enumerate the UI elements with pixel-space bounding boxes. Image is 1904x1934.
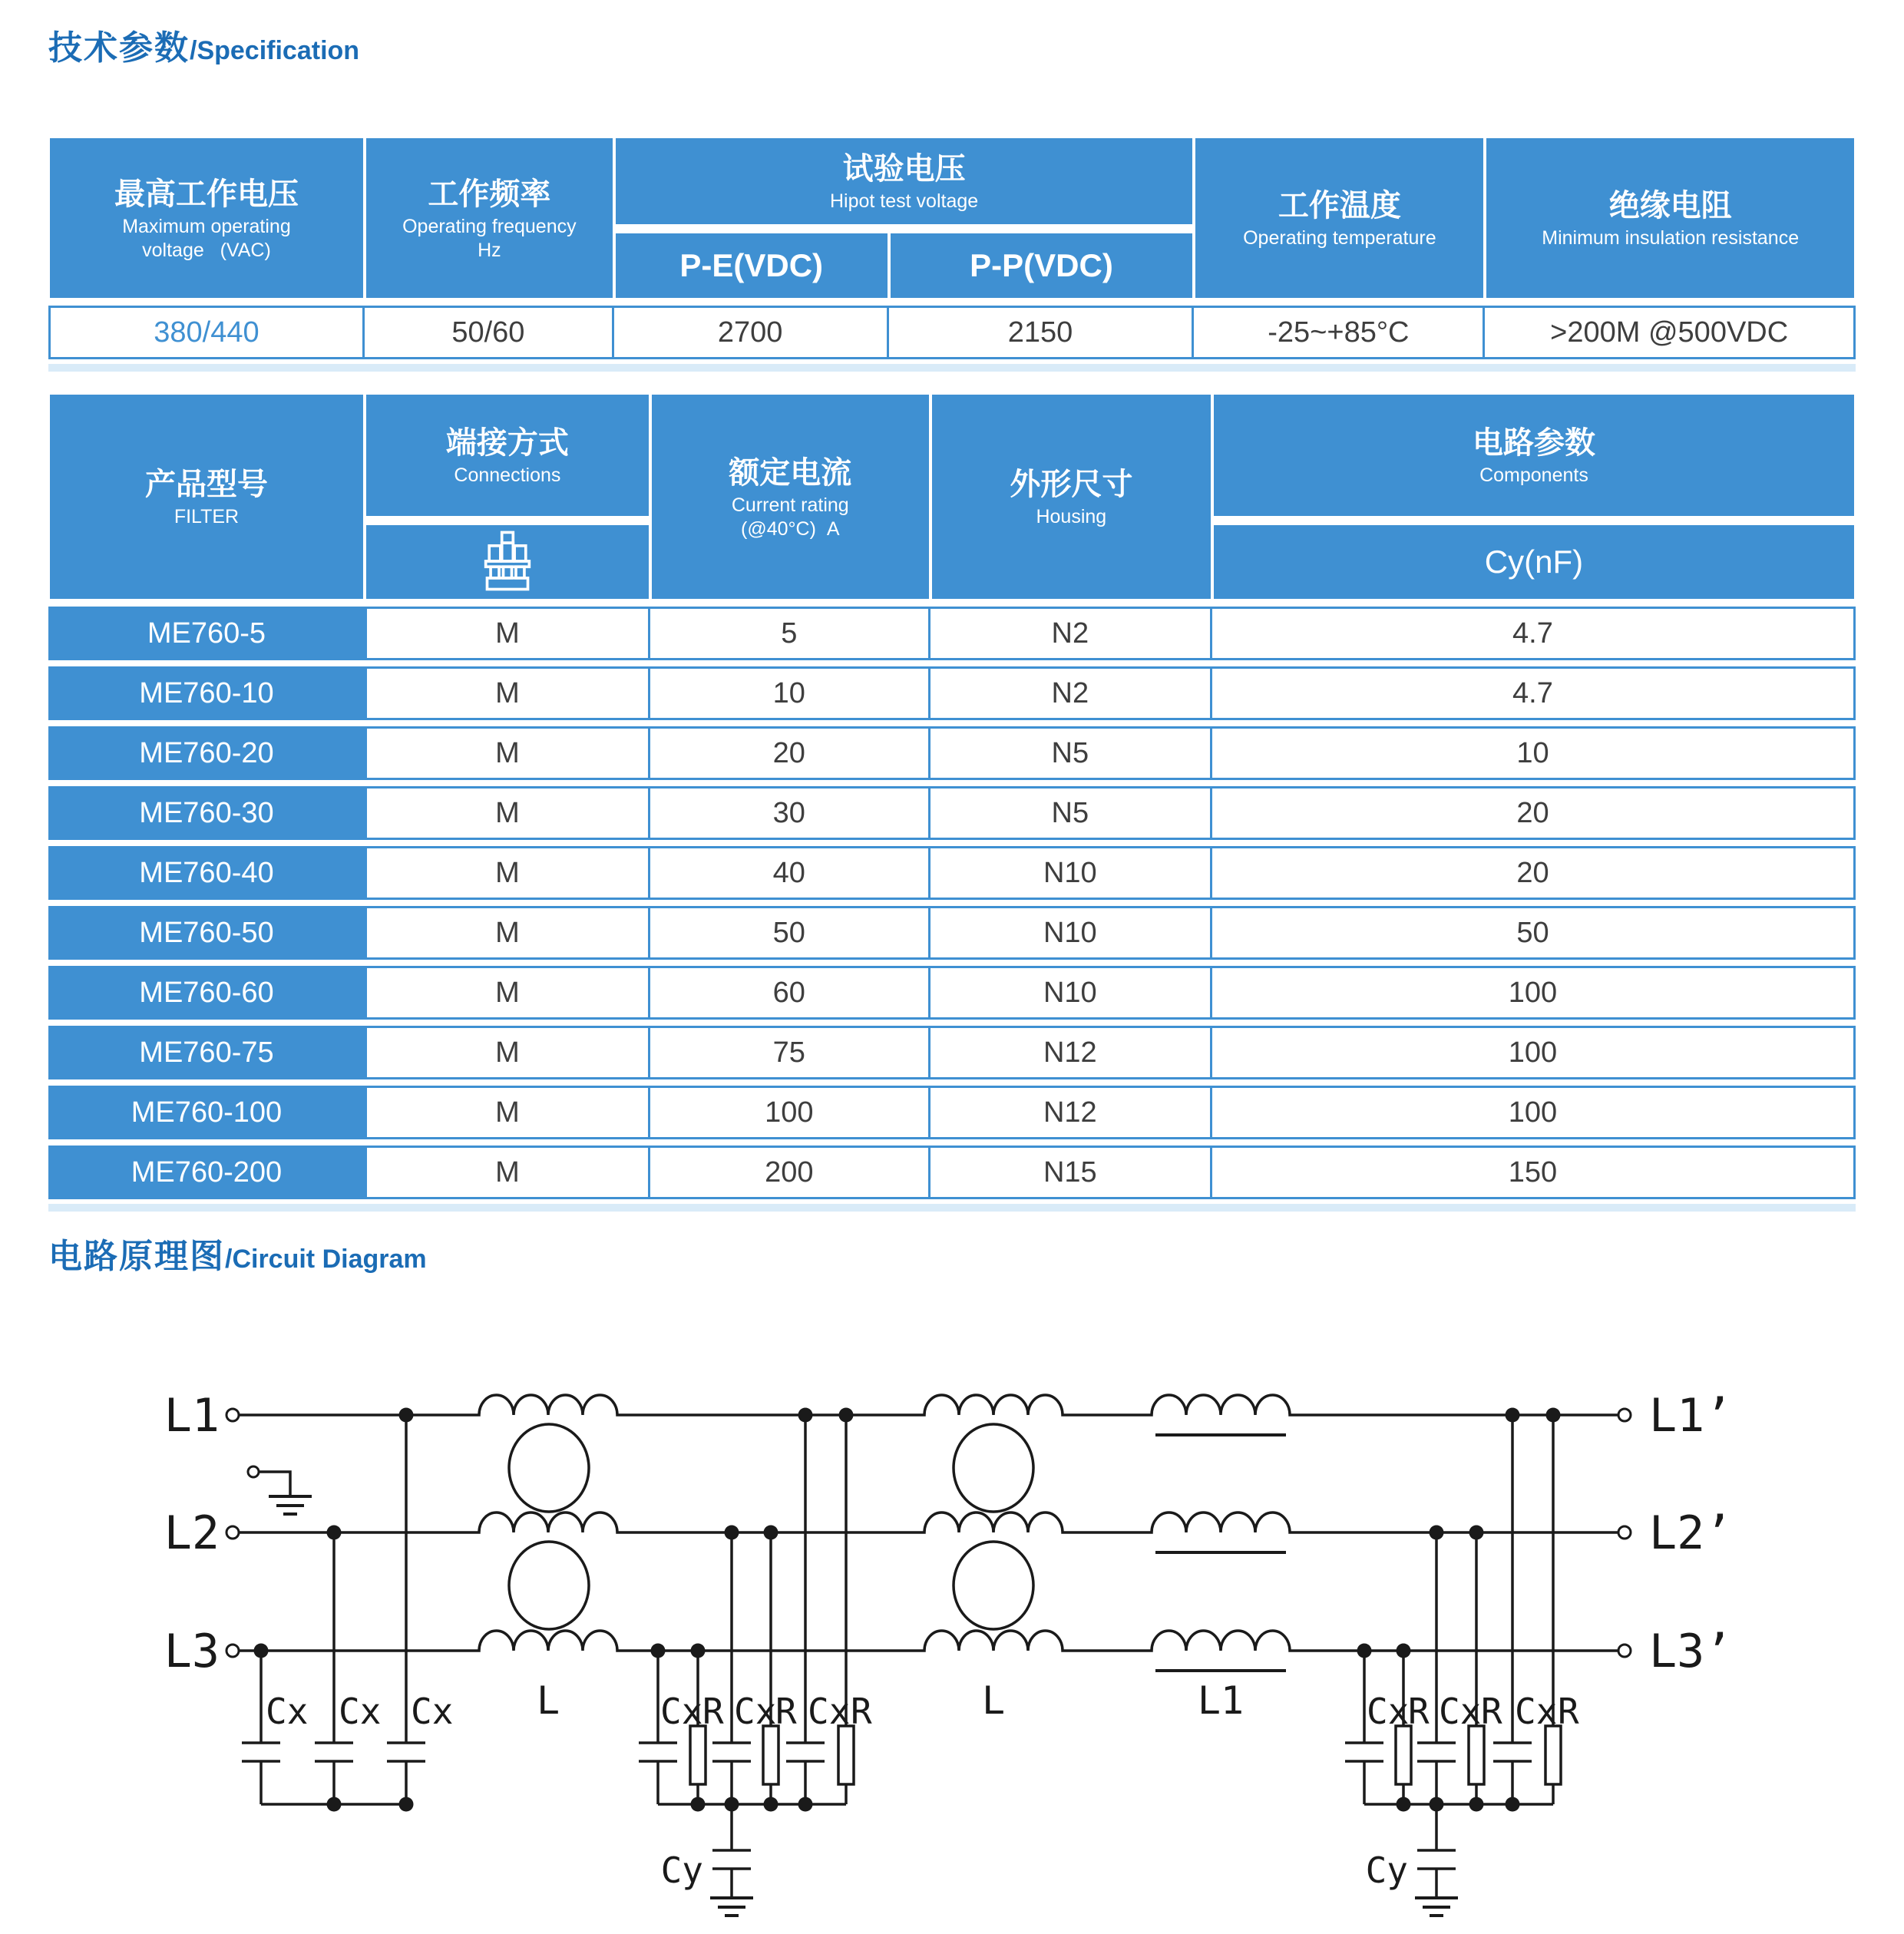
capacitor [315,1532,353,1804]
header-housing [931,393,1212,600]
header-components [1212,393,1856,517]
cell-cy: 4.7 [1212,666,1856,720]
header-housing-zh: 外形尺寸 [1010,468,1133,502]
cell-housing: N10 [931,906,1212,960]
cell-cy: 20 [1212,786,1856,840]
choke-core [509,1542,589,1629]
table-row [48,1026,1856,1079]
capacitor-label: Cx [1439,1691,1482,1732]
header-frequency-zh: 工作频率 [428,177,551,211]
terminal-l1 [226,1409,239,1421]
value-pp-vdc: 2150 [889,306,1195,359]
cell-connection: M [365,666,650,720]
cell-cy: 100 [1212,1026,1856,1079]
header-insulation-en: Minimum insulation resistance [1542,227,1800,250]
series-inductors [1155,1435,1286,1723]
cell-model: ME760-30 [48,786,365,840]
section-title-zh: 电路原理图 [48,1238,225,1275]
header-current-zh: 额定电流 [729,455,852,490]
header-insulation [1485,137,1856,299]
ground-icon [710,1898,753,1916]
capacitor [712,1532,751,1804]
header-hipot-en: Hipot test voltage [830,190,979,213]
header-model-zh: 产品型号 [144,468,268,502]
cell-current: 30 [650,786,931,840]
capacitor [1493,1415,1532,1804]
capacitor [1417,1532,1456,1804]
phase-l3-line [239,1631,1618,1651]
choke-core [954,1542,1033,1629]
ground-terminal-circle [248,1466,259,1477]
resistor-label: R [775,1691,797,1732]
cell-housing: N15 [931,1146,1212,1199]
circuit-diagram [0,1305,1904,1934]
choke-core [509,1424,589,1512]
terminal-icon [483,528,532,593]
resistor [838,1726,854,1784]
phase-output-label: L3’ [1649,1625,1733,1678]
header-pe-vdc-label: P-E(VDC) [679,247,824,283]
header-current-en1: Current rating [731,494,849,516]
cell-housing: N5 [931,786,1212,840]
table-shadow [48,1204,1856,1212]
table-row [48,1086,1856,1139]
header-connections [365,393,650,517]
cell-current: 20 [650,726,931,780]
mid-snubber-stage [639,1415,872,1916]
header-frequency-en2: Hz [478,240,501,261]
header-cy-nf [1212,524,1856,600]
cell-connection: M [365,846,650,900]
cell-connection: M [365,1026,650,1079]
inductor-label: L [536,1678,560,1723]
cell-current: 100 [650,1086,931,1139]
table-row [48,607,1856,660]
cell-housing: N2 [931,607,1212,660]
cell-model: ME760-10 [48,666,365,720]
resistor [1545,1726,1561,1784]
header-current-en2: (@40°C) A [741,518,840,540]
value-pe-vdc: 2700 [614,306,889,359]
resistor [1469,1726,1484,1784]
capacitor-label: Cx [339,1691,382,1732]
cell-connection: M [365,786,650,840]
cell-model: ME760-60 [48,966,365,1020]
cell-housing: N12 [931,1026,1212,1079]
cell-current: 60 [650,966,931,1020]
header-max-voltage-zh: 最高工作电压 [114,177,299,211]
terminal-l3-out [1618,1645,1631,1657]
resistor-label: R [1558,1691,1579,1732]
cell-model: ME760-20 [48,726,365,780]
section-title-zh: 技术参数 [48,29,190,67]
spec-values-row [48,306,1856,359]
cell-current: 50 [650,906,931,960]
header-temperature [1194,137,1485,299]
output-terminals [1618,1389,1732,1678]
common-mode-choke-1 [509,1424,589,1723]
product-table [48,387,1856,1212]
cell-connection: M [365,906,650,960]
cell-model: ME760-100 [48,1086,365,1139]
header-pp-vdc [889,232,1195,299]
choke-core [954,1424,1033,1512]
header-max-voltage [48,137,365,299]
cell-model: ME760-40 [48,846,365,900]
cell-housing: N2 [931,666,1212,720]
input-cx-capacitors [242,1415,453,1804]
header-model-en: FILTER [174,506,240,528]
header-temperature-en: Operating temperature [1243,227,1436,250]
cell-cy: 100 [1212,966,1856,1020]
value-max-voltage: 380/440 [48,306,365,359]
phase-input-label: L3 [164,1625,220,1678]
resistor [1396,1726,1411,1784]
header-frequency-en1: Operating frequency [402,215,577,237]
table-row [48,906,1856,960]
phase-lines [239,1395,1618,1651]
header-connection-type-cell [365,524,650,600]
phase-l2-line [239,1512,1618,1532]
section-title-en: /Specification [190,36,360,65]
cell-housing: N12 [931,1086,1212,1139]
cell-connection: M [365,607,650,660]
header-hipot-group [614,137,1195,226]
cell-current: 10 [650,666,931,720]
phase-output-label: L2’ [1649,1506,1733,1560]
phase-input-label: L2 [164,1506,220,1560]
cell-connection: M [365,1146,650,1199]
ground-lead [259,1472,290,1495]
output-snubber-stage [1345,1415,1579,1916]
resistor [690,1726,706,1784]
table-row [48,1146,1856,1199]
inductor-label: L1 [1197,1678,1245,1723]
table-row [48,666,1856,720]
cell-cy: 50 [1212,906,1856,960]
header-pe-vdc [614,232,889,299]
capacitor [786,1415,825,1804]
table-row [48,846,1856,900]
resistor [763,1726,778,1784]
cell-current: 200 [650,1146,931,1199]
header-cy-nf-label: Cy(nF) [1484,544,1584,580]
capacitor-label: Cx [1367,1691,1410,1732]
resistor-label: R [1481,1691,1502,1732]
header-insulation-zh: 绝缘电阻 [1608,189,1732,223]
phase-input-label: L1 [164,1389,220,1443]
table-row [48,966,1856,1020]
header-max-voltage-en2: voltage (VAC) [142,240,271,261]
cell-cy: 150 [1212,1146,1856,1199]
capacitor-label: Cx [1515,1691,1558,1732]
capacitor-label: Cx [266,1691,309,1732]
cy-label: Cy [660,1850,703,1891]
phase-output-label: L1’ [1649,1389,1733,1443]
cell-connection: M [365,1086,650,1139]
capacitor-label: Cx [411,1691,454,1732]
header-components-en: Components [1479,464,1588,487]
header-model [48,393,365,600]
cell-housing: N10 [931,846,1212,900]
phase-l1-line [239,1395,1618,1415]
cell-connection: M [365,966,650,1020]
cy-label: Cy [1365,1850,1408,1891]
section-title-specification [48,20,359,69]
cell-housing: N5 [931,726,1212,780]
input-terminals [164,1389,239,1678]
cell-model: ME760-200 [48,1146,365,1199]
header-pp-vdc-label: P-P(VDC) [970,247,1113,283]
table-row [48,786,1856,840]
cell-cy: 10 [1212,726,1856,780]
spec-table [48,131,1856,372]
ground-icon [269,1496,312,1514]
capacitor-label: Cx [734,1691,777,1732]
terminal-l3 [226,1645,239,1657]
cell-connection: M [365,726,650,780]
terminal-l2-out [1618,1526,1631,1539]
section-title-circuit-diagram [48,1228,427,1278]
cell-current: 40 [650,846,931,900]
header-connections-zh: 端接方式 [445,426,569,461]
table-shadow [48,364,1856,372]
inductor-label: L [981,1678,1006,1723]
table-row [48,726,1856,780]
resistor-label: R [851,1691,872,1732]
terminal-l1-out [1618,1409,1631,1421]
header-components-zh: 电路参数 [1472,426,1595,461]
value-temperature: -25~+85°C [1194,306,1485,359]
terminal-l2 [226,1526,239,1539]
value-frequency: 50/60 [365,306,614,359]
cell-current: 5 [650,607,931,660]
section-title-en: /Circuit Diagram [225,1245,427,1274]
cy-capacitor [1417,1804,1456,1898]
header-housing-en: Housing [1036,506,1107,528]
header-temperature-zh: 工作温度 [1278,189,1401,223]
cell-current: 75 [650,1026,931,1079]
cell-housing: N10 [931,966,1212,1020]
cell-model: ME760-5 [48,607,365,660]
value-insulation: >200M @500VDC [1485,306,1856,359]
cell-model: ME760-50 [48,906,365,960]
resistor-label: R [702,1691,724,1732]
header-frequency [365,137,614,299]
header-hipot-zh: 试验电压 [842,152,966,187]
capacitor-label: Cx [808,1691,851,1732]
ground-icon [1415,1898,1458,1916]
header-current [650,393,931,600]
header-max-voltage-en1: Maximum operating [122,215,291,237]
header-connections-en: Connections [454,464,561,487]
capacitor-label: Cx [660,1691,703,1732]
junction-dots [254,1408,1561,1812]
resistor-label: R [1408,1691,1430,1732]
cy-capacitor [712,1804,751,1898]
capacitor [387,1415,425,1804]
common-mode-choke-2 [954,1424,1033,1723]
cell-cy: 4.7 [1212,607,1856,660]
cell-model: ME760-75 [48,1026,365,1079]
cell-cy: 100 [1212,1086,1856,1139]
cell-cy: 20 [1212,846,1856,900]
ground-terminal [248,1466,312,1514]
